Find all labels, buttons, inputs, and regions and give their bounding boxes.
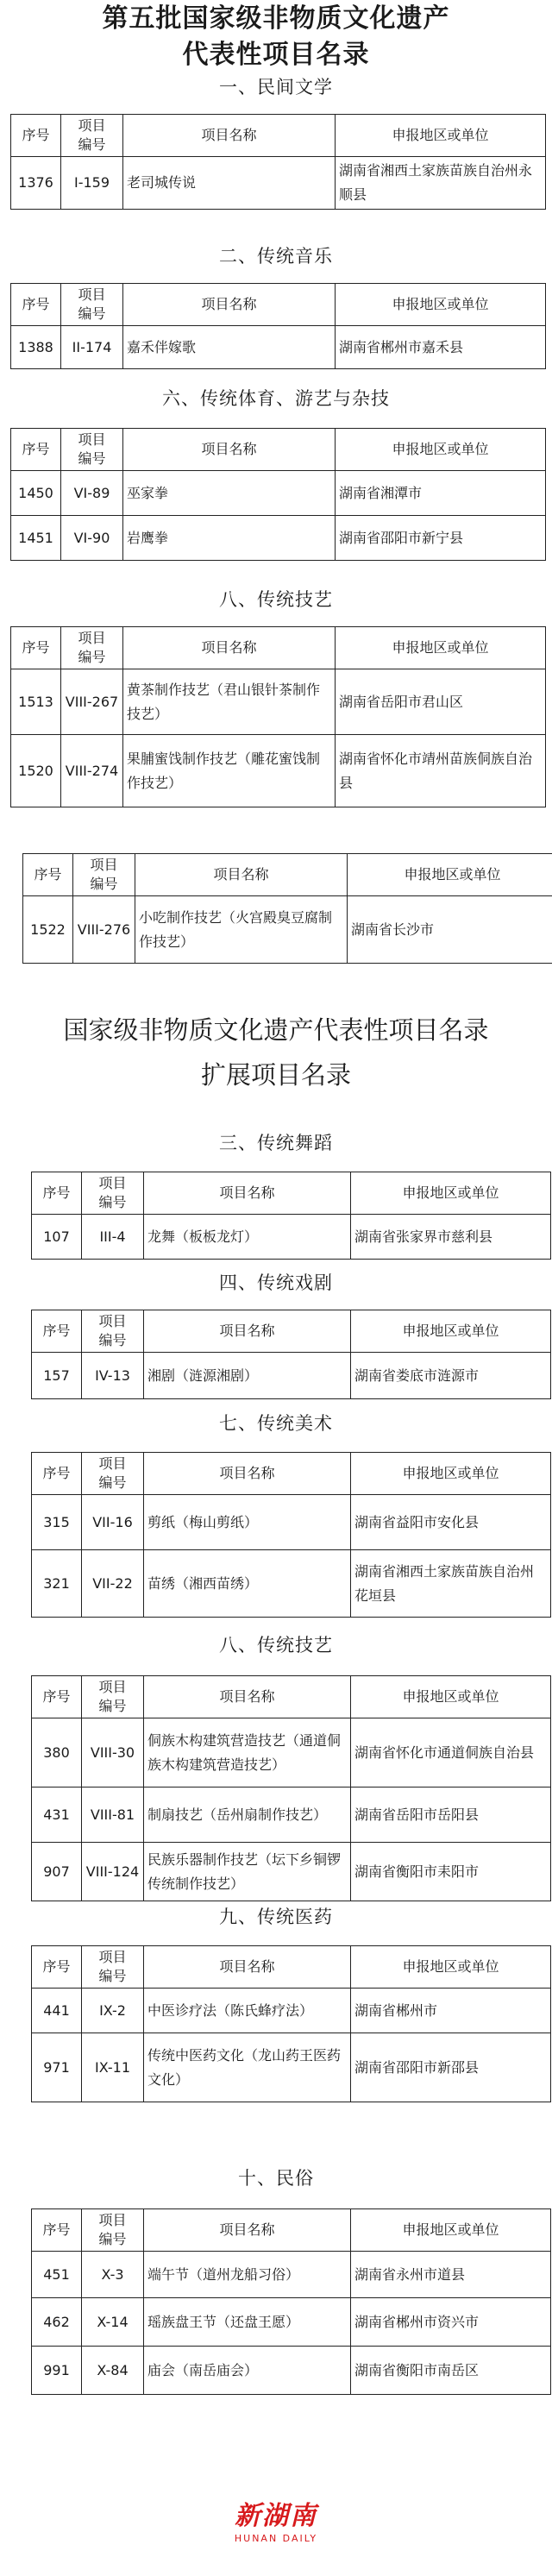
cell-region: 湖南省益阳市安化县	[351, 1495, 551, 1550]
header-no: 序号	[11, 627, 61, 669]
cell-code: VIII-267	[61, 669, 123, 735]
cell-no: 1520	[11, 735, 61, 807]
header-region: 申报地区或单位	[336, 627, 546, 669]
section-heading: 一、民间文学	[219, 77, 333, 97]
table-row	[23, 896, 552, 964]
cell-name: 瑶族盘王节（还盘王愿）	[144, 2298, 351, 2347]
header-code-line2: 编号	[98, 1968, 127, 1984]
table-row	[11, 326, 546, 369]
heritage-table	[10, 626, 546, 807]
header-code-line2: 编号	[98, 1194, 127, 1210]
section-heading: 十、民俗	[238, 2168, 314, 2189]
heritage-table	[31, 1310, 551, 1399]
header-region: 申报地区或单位	[348, 854, 552, 896]
table-row	[11, 735, 546, 807]
table-row	[11, 471, 546, 516]
table-row	[32, 1718, 551, 1787]
header-code-line1: 项目	[98, 1679, 127, 1695]
cell-name: 湘剧（涟源湘剧）	[144, 1353, 351, 1399]
cell-no: 462	[32, 2298, 82, 2347]
header-no: 序号	[32, 1946, 82, 1989]
heritage-table	[31, 2208, 551, 2395]
header-code	[82, 1676, 144, 1718]
cell-code: VII-22	[82, 1550, 144, 1618]
table-row	[11, 669, 546, 735]
cell-code: X-84	[82, 2347, 144, 2395]
cell-name: 中医诊疗法（陈氏蜂疗法）	[144, 1989, 351, 2033]
cell-no: 431	[32, 1787, 82, 1843]
heritage-table	[31, 1452, 551, 1618]
header-no: 序号	[11, 284, 61, 326]
cell-code: X-14	[82, 2298, 144, 2347]
header-code-line1: 项目	[98, 1313, 127, 1329]
header-name: 项目名称	[135, 854, 348, 896]
header-no: 序号	[32, 1172, 82, 1215]
table-row	[11, 157, 546, 210]
header-code-line1: 项目	[98, 1949, 127, 1965]
header-name: 项目名称	[123, 115, 336, 157]
header-code-line1: 项目	[98, 2212, 127, 2228]
header-code-line2: 编号	[78, 450, 106, 467]
cell-code: IX-2	[82, 1989, 144, 2033]
header-name: 项目名称	[144, 1676, 351, 1718]
header-region: 申报地区或单位	[351, 1172, 551, 1215]
header-region: 申报地区或单位	[336, 115, 546, 157]
table-row	[32, 1495, 551, 1550]
header-name: 项目名称	[123, 627, 336, 669]
header-code-line2: 编号	[98, 1332, 127, 1348]
section-heading: 四、传统戏剧	[219, 1272, 333, 1293]
header-no: 序号	[32, 2209, 82, 2252]
cell-region: 湖南省怀化市通道侗族自治县	[351, 1718, 551, 1787]
cell-no: 907	[32, 1843, 82, 1901]
header-code	[73, 854, 135, 896]
header-code-line2: 编号	[78, 649, 106, 665]
table-header-row	[32, 1172, 551, 1215]
heritage-table	[10, 428, 546, 561]
header-code-line2: 编号	[78, 136, 106, 153]
header-code	[82, 1310, 144, 1353]
table-row	[32, 1843, 551, 1901]
cell-no: 315	[32, 1495, 82, 1550]
header-no: 序号	[11, 429, 61, 471]
header-region: 申报地区或单位	[351, 1453, 551, 1495]
cell-region: 湖南省郴州市	[351, 1989, 551, 2033]
table-row	[32, 1787, 551, 1843]
header-code-line1: 项目	[98, 1175, 127, 1191]
cell-region: 湖南省湘西土家族苗族自治州永顺县	[336, 157, 546, 210]
table-header-row	[32, 1676, 551, 1718]
cell-name: 老司城传说	[123, 157, 336, 210]
cell-name: 巫家拳	[123, 471, 336, 516]
cell-no: 451	[32, 2252, 82, 2298]
section-heading: 八、传统技艺	[219, 1635, 333, 1656]
cell-region: 湖南省衡阳市南岳区	[351, 2347, 551, 2395]
section-heading: 六、传统体育、游艺与杂技	[162, 388, 390, 409]
cell-code: IX-11	[82, 2033, 144, 2102]
cell-name: 龙舞（板板龙灯）	[144, 1215, 351, 1260]
table-row	[32, 1989, 551, 2033]
header-code-line1: 项目	[90, 857, 118, 873]
cell-region: 湖南省邵阳市新宁县	[336, 516, 546, 561]
header-code	[82, 1172, 144, 1215]
cell-no: 991	[32, 2347, 82, 2395]
header-no: 序号	[32, 1310, 82, 1353]
cell-name: 制扇技艺（岳州扇制作技艺）	[144, 1787, 351, 1843]
heritage-table	[10, 114, 546, 210]
cell-code: VI-90	[61, 516, 123, 561]
cell-no: 441	[32, 1989, 82, 2033]
header-name: 项目名称	[144, 2209, 351, 2252]
cell-name: 小吃制作技艺（火宫殿臭豆腐制作技艺）	[135, 896, 348, 964]
cell-no: 107	[32, 1215, 82, 1260]
header-code-line1: 项目	[78, 286, 106, 303]
extension-title-line1: 国家级非物质文化遗产代表性项目名录	[63, 1015, 489, 1045]
header-region: 申报地区或单位	[351, 1676, 551, 1718]
cell-name: 果脯蜜饯制作技艺（雕花蜜饯制作技艺）	[123, 735, 336, 807]
cell-region: 湖南省长沙市	[348, 896, 552, 964]
header-name: 项目名称	[123, 429, 336, 471]
header-code	[61, 284, 123, 326]
cell-name: 黄茶制作技艺（君山银针茶制作技艺）	[123, 669, 336, 735]
cell-name: 苗绣（湘西苗绣）	[144, 1550, 351, 1618]
header-code-line2: 编号	[98, 1698, 127, 1714]
header-name: 项目名称	[144, 1172, 351, 1215]
cell-no: 1376	[11, 157, 61, 210]
heritage-table	[31, 1675, 551, 1901]
cell-code: VII-16	[82, 1495, 144, 1550]
cell-no: 157	[32, 1353, 82, 1399]
header-code	[61, 627, 123, 669]
header-region: 申报地区或单位	[336, 429, 546, 471]
cell-code: III-4	[82, 1215, 144, 1260]
table-header-row	[11, 284, 546, 326]
section-heading: 三、传统舞蹈	[219, 1133, 333, 1153]
hunan-daily-logo	[0, 2500, 552, 2545]
cell-region: 湖南省邵阳市新邵县	[351, 2033, 551, 2102]
cell-name: 嘉禾伴嫁歌	[123, 326, 336, 369]
cell-name: 庙会（南岳庙会）	[144, 2347, 351, 2395]
header-name: 项目名称	[144, 1946, 351, 1989]
header-code	[82, 2209, 144, 2252]
cell-name: 侗族木构建筑营造技艺（通道侗族木构建筑营造技艺）	[144, 1718, 351, 1787]
cell-code: VI-89	[61, 471, 123, 516]
header-code-line2: 编号	[98, 2231, 127, 2247]
header-name: 项目名称	[144, 1453, 351, 1495]
cell-region: 湖南省湘潭市	[336, 471, 546, 516]
extension-title-line2: 扩展项目名录	[200, 1060, 351, 1090]
cell-no: 1388	[11, 326, 61, 369]
cell-region: 湖南省张家界市慈利县	[351, 1215, 551, 1260]
table-row	[32, 2033, 551, 2102]
cell-code: II-174	[61, 326, 123, 369]
cell-no: 1450	[11, 471, 61, 516]
cell-no: 971	[32, 2033, 82, 2102]
header-code-line1: 项目	[78, 431, 106, 448]
table-row	[32, 1353, 551, 1399]
cell-region: 湖南省永州市道县	[351, 2252, 551, 2298]
cell-region: 湖南省衡阳市耒阳市	[351, 1843, 551, 1901]
cell-region: 湖南省岳阳市君山区	[336, 669, 546, 735]
cell-region: 湖南省娄底市涟源市	[351, 1353, 551, 1399]
cell-code: VIII-274	[61, 735, 123, 807]
cell-region: 湖南省岳阳市岳阳县	[351, 1787, 551, 1843]
header-no: 序号	[32, 1453, 82, 1495]
cell-name: 端午节（道州龙船习俗）	[144, 2252, 351, 2298]
header-code	[61, 429, 123, 471]
table-row	[32, 2298, 551, 2347]
cell-region: 湖南省郴州市资兴市	[351, 2298, 551, 2347]
table-row	[32, 1215, 551, 1260]
page-title-line1: 第五批国家级非物质文化遗产	[102, 3, 450, 34]
cell-code: VIII-81	[82, 1787, 144, 1843]
cell-no: 1451	[11, 516, 61, 561]
cell-code: X-3	[82, 2252, 144, 2298]
table-header-row	[32, 2209, 551, 2252]
header-code-line1: 项目	[78, 117, 106, 134]
cell-name: 民族乐器制作技艺（坛下乡铜锣传统制作技艺）	[144, 1843, 351, 1901]
heritage-table	[31, 1172, 551, 1260]
logo-chinese-text: 新湖南	[235, 2501, 317, 2531]
header-code-line2: 编号	[78, 305, 106, 322]
cell-no: 1522	[23, 896, 73, 964]
header-code	[82, 1453, 144, 1495]
cell-no: 321	[32, 1550, 82, 1618]
cell-name: 岩鹰拳	[123, 516, 336, 561]
section-heading: 二、传统音乐	[219, 246, 333, 267]
table-row	[32, 2347, 551, 2395]
table-row	[32, 1550, 551, 1618]
table-header-row	[11, 429, 546, 471]
header-region: 申报地区或单位	[351, 2209, 551, 2252]
section-heading: 九、传统医药	[219, 1907, 333, 1927]
header-name: 项目名称	[144, 1310, 351, 1353]
heritage-table	[22, 853, 552, 964]
cell-code: VIII-276	[73, 896, 135, 964]
table-header-row	[11, 627, 546, 669]
header-no: 序号	[32, 1676, 82, 1718]
cell-code: I-159	[61, 157, 123, 210]
table-header-row	[32, 1310, 551, 1353]
table-header-row	[23, 854, 552, 896]
table-row	[11, 516, 546, 561]
header-code	[61, 115, 123, 157]
header-region: 申报地区或单位	[351, 1946, 551, 1989]
cell-code: VIII-124	[82, 1843, 144, 1901]
cell-region: 湖南省怀化市靖州苗族侗族自治县	[336, 735, 546, 807]
header-code-line2: 编号	[90, 876, 118, 892]
table-header-row	[11, 115, 546, 157]
header-code-line1: 项目	[78, 630, 106, 646]
header-region: 申报地区或单位	[351, 1310, 551, 1353]
table-row	[32, 2252, 551, 2298]
logo-english-text: HUNAN DAILY	[234, 2533, 318, 2544]
cell-no: 1513	[11, 669, 61, 735]
section-heading: 七、传统美术	[219, 1413, 333, 1434]
header-code	[82, 1946, 144, 1989]
table-header-row	[32, 1453, 551, 1495]
cell-code: VIII-30	[82, 1718, 144, 1787]
section-heading: 八、传统技艺	[219, 589, 333, 610]
page-title-line2: 代表性项目名录	[182, 40, 370, 70]
cell-name: 剪纸（梅山剪纸）	[144, 1495, 351, 1550]
table-header-row	[32, 1946, 551, 1989]
header-code-line1: 项目	[98, 1455, 127, 1472]
header-no: 序号	[11, 115, 61, 157]
header-code-line2: 编号	[98, 1474, 127, 1491]
header-no: 序号	[23, 854, 73, 896]
header-region: 申报地区或单位	[336, 284, 546, 326]
heritage-table	[10, 283, 546, 369]
cell-region: 湖南省湘西土家族苗族自治州花垣县	[351, 1550, 551, 1618]
cell-code: IV-13	[82, 1353, 144, 1399]
header-name: 项目名称	[123, 284, 336, 326]
cell-no: 380	[32, 1718, 82, 1787]
cell-region: 湖南省郴州市嘉禾县	[336, 326, 546, 369]
cell-name: 传统中医药文化（龙山药王医药文化）	[144, 2033, 351, 2102]
heritage-table	[31, 1945, 551, 2102]
